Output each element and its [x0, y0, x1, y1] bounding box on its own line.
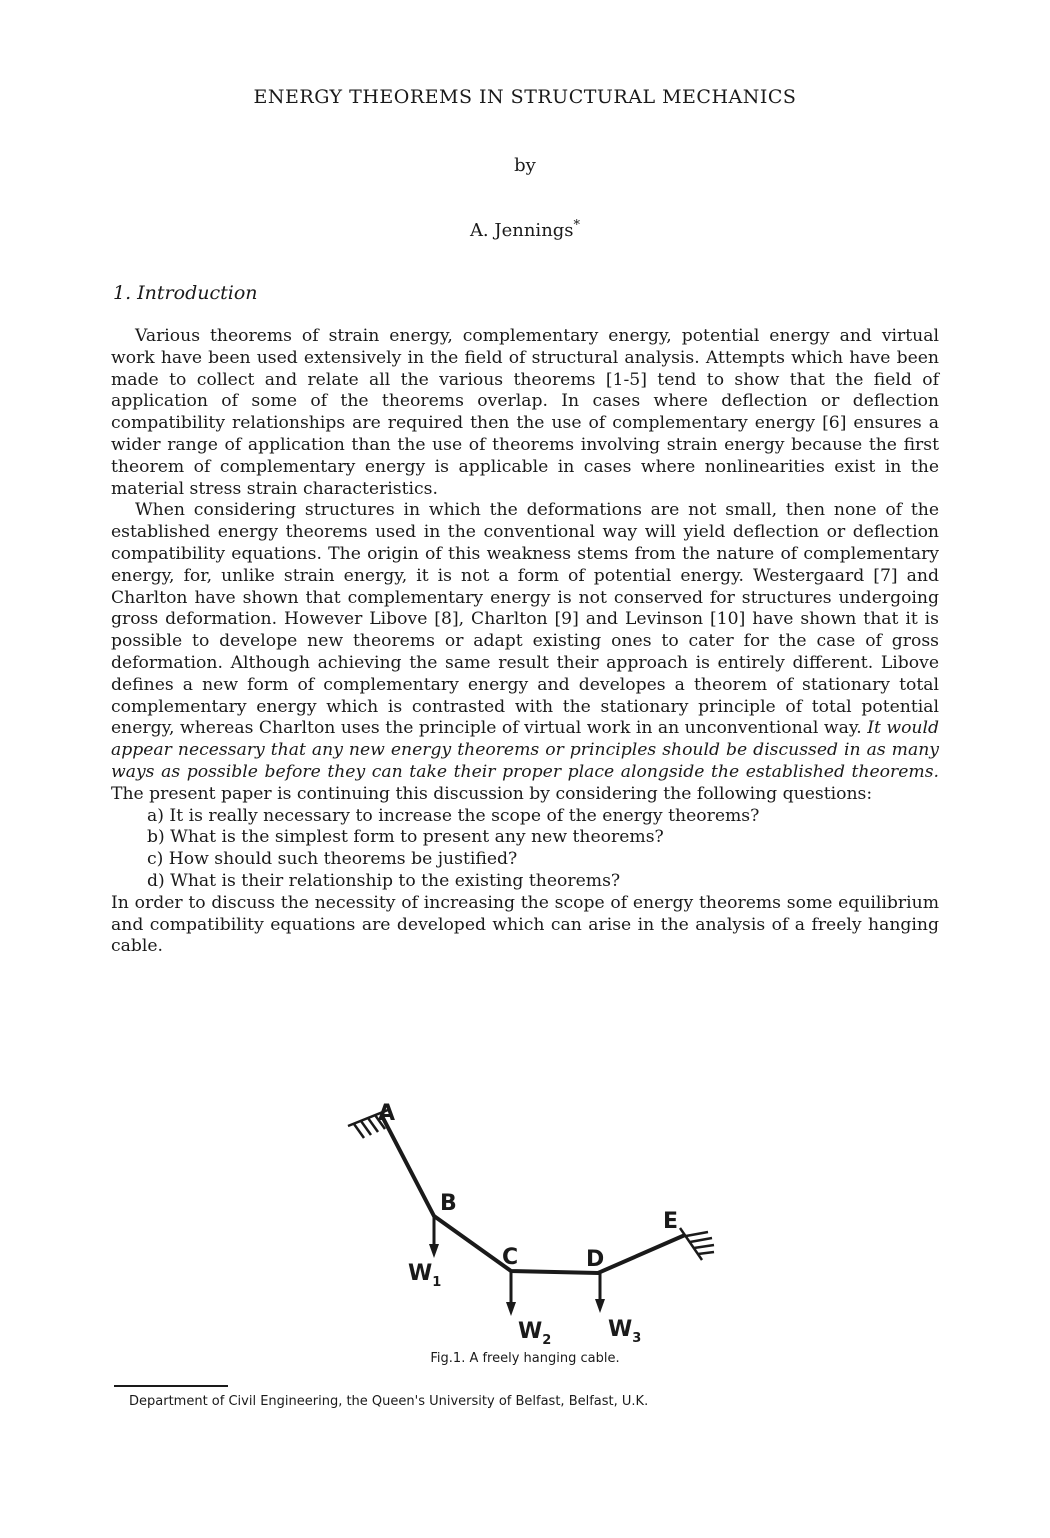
question-item: d) What is their relationship to the existing theorems? [147, 870, 621, 891]
question-item: a) It is really necessary to increase the scope of the energy theorems? [147, 805, 760, 826]
footnote: Department of Civil Engineering, the Queen's University of Belfast, Belfast, U.K. [129, 1394, 649, 1409]
support-e [680, 1228, 714, 1260]
node-label-d: D [586, 1247, 605, 1272]
footnote-divider [114, 1385, 228, 1387]
load-symbol: W [608, 1317, 633, 1342]
section-heading: 1. Introduction [113, 282, 258, 304]
paragraph-3: In order to discuss the necessity of increasing the scope of energy theorems some equilibrium and compatibility equations are developed which can arise in the analysis of a freely hanging cable. [111, 892, 939, 957]
load-symbol: W [408, 1261, 433, 1286]
paragraph-2-emphasis: It would appear necessary that any new energy theorems or principles should be discussed in as many ways as possible before they can take their proper place alongside the established theorems. [111, 718, 940, 782]
load-subscript: 2 [542, 1333, 552, 1348]
question-item: b) What is the simplest form to present any new theorems? [147, 827, 664, 848]
load-subscript: 1 [432, 1275, 442, 1290]
load-label-w3 [608, 1317, 641, 1346]
node-label-e: E [663, 1209, 679, 1234]
author [0, 218, 1050, 241]
node-label-a: A [378, 1101, 396, 1126]
paper-title: ENERGY THEOREMS IN STRUCTURAL MECHANICS [253, 86, 797, 108]
paragraph-2 [111, 500, 939, 805]
paragraph-1: Various theorems of strain energy, complementary energy, potential energy and virtual work have been used extensively in the field of structural analysis. Attempts which have been made to collect and relate all the various theorems [1-5] tend to show that the field of application of some of the theorems overlap. In cases where deflection or deflection compatibility relationships are required then the use of complementary energy [6] ensures a wider range of application than the use of theorems involving strain energy because the first theorem of complementary energy is applicable in cases where nonlinearities exist in the material stress strain characteristics. [111, 326, 939, 499]
byline-by: by [514, 155, 536, 176]
load-symbol: W [518, 1319, 543, 1344]
node-label-c: C [502, 1245, 519, 1270]
cable-figure [330, 1098, 730, 1348]
node-label-b: B [440, 1191, 457, 1216]
question-list [111, 806, 939, 893]
body-text [111, 326, 939, 958]
question-item: c) How should such theorems be justified? [147, 849, 518, 870]
load-subscript: 3 [632, 1331, 642, 1346]
paragraph-2-end: The present paper is continuing this discussion by considering the following questions: [111, 783, 873, 804]
paragraph-2-start: When considering structures in which the deformations are not small, then none of the established energy theorems used in the conventional way will yield deflection or deflection compatibility equations. The origin of this weakness stems from the nature of complementary energy, for, unlike strain energy, it is not a form of potential energy. Westergaard [7] and Charlton have shown that complementary energy is not conserved for structures undergoing gross deformation. However Libove [8], Charlton [9] and Levinson [10] have shown that it is possible to develope new theorems or adapt existing ones to cater for the case of gross deformation. Although achieving the same result their approach is entirely different. Libove defines a new form of complementary energy and developes a theorem of stationary total complementary energy which is contrasted with the stationary principle of total potential energy, whereas Charlton uses the principle of virtual work in an unconventional way. [111, 500, 939, 739]
cable-line [382, 1116, 685, 1273]
load-label-w2 [518, 1319, 551, 1348]
author-footnote-mark: * [573, 218, 581, 233]
author-name: A. Jennings [469, 220, 574, 241]
load-label-w1 [408, 1261, 441, 1290]
figure-caption: Fig.1. A freely hanging cable. [430, 1351, 620, 1366]
